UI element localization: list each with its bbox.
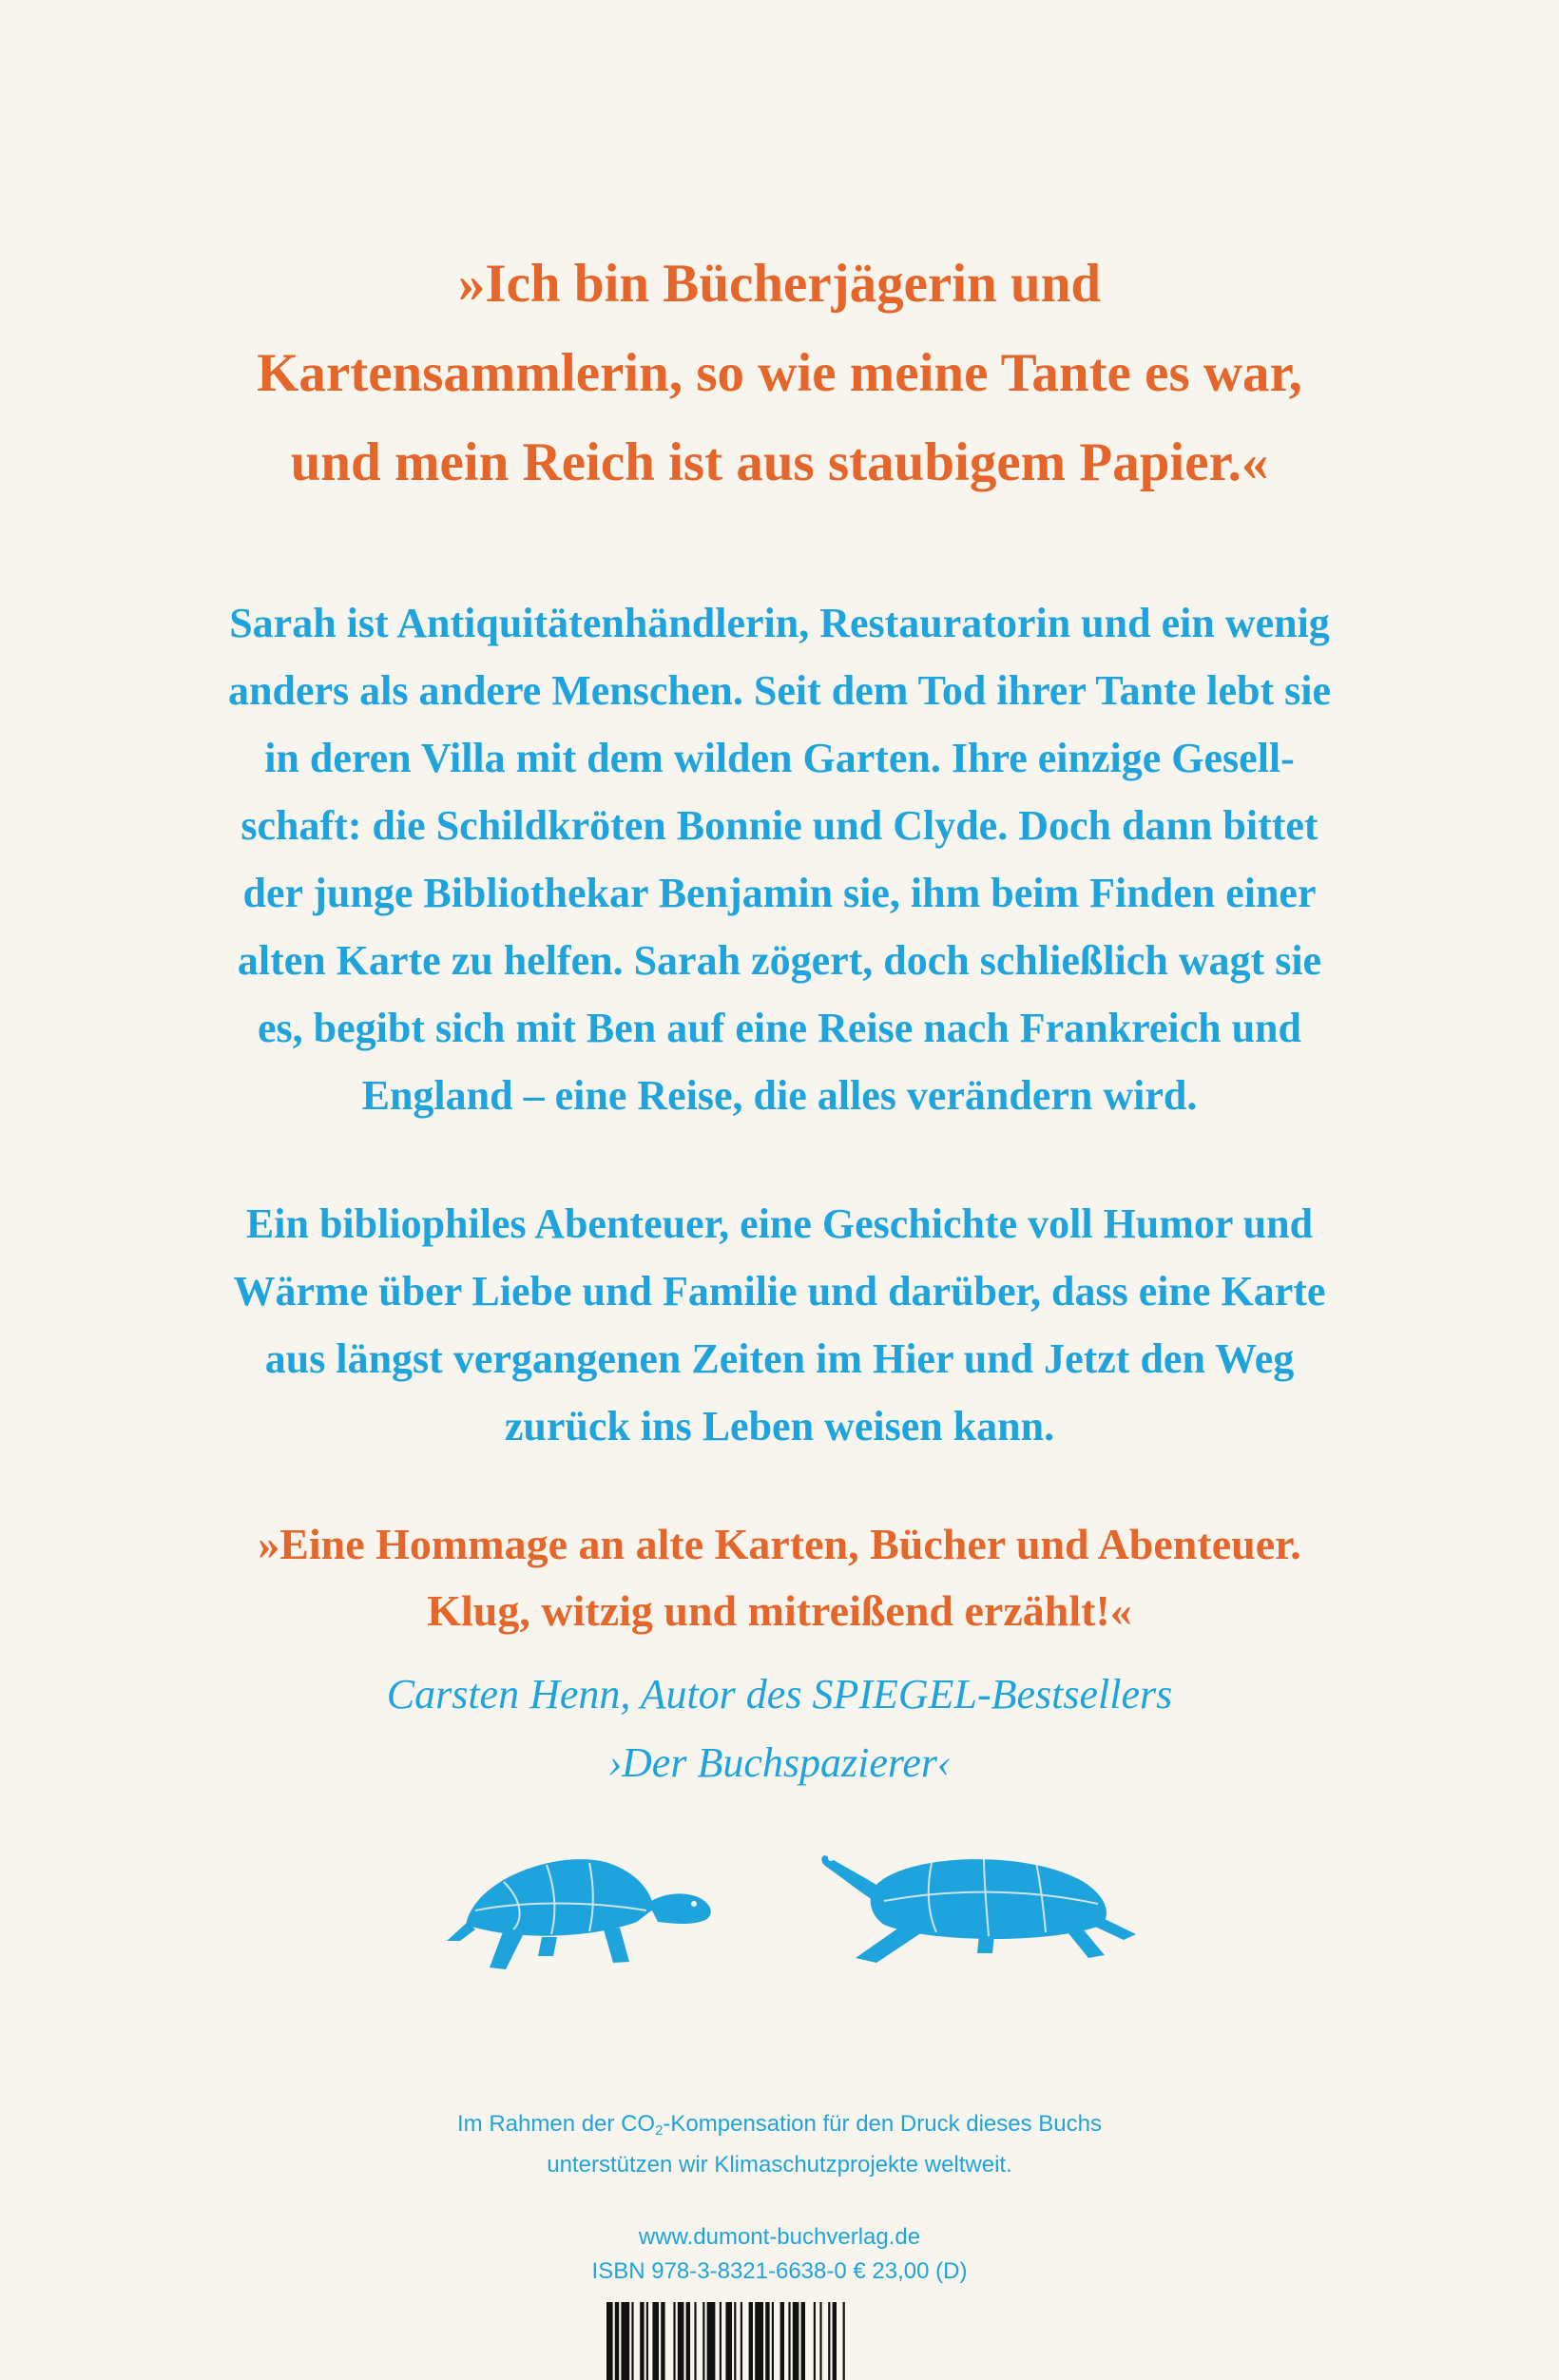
barcode-bar (646, 2302, 648, 2380)
barcode-bar (833, 2302, 837, 2380)
barcode-bar (749, 2302, 753, 2380)
blurb-line: Ein bibliophiles Abenteuer, eine Geschichte voll Humor und (245, 1200, 1314, 1247)
review-attribution (0, 1660, 1559, 1797)
review-line: »Eine Hommage an alte Karten, Bücher und Abenteuer. (258, 1520, 1301, 1568)
blurb-line: es, begibt sich mit Ben auf eine Reise nach Frankreich und (257, 1005, 1301, 1051)
review-quote (0, 1511, 1559, 1644)
attribution-line: Carsten Henn, Autor des SPIEGEL-Bestsellers (386, 1671, 1173, 1718)
barcode-bar (780, 2302, 784, 2380)
blurb-line: zurück ins Leben weisen kann. (504, 1403, 1055, 1449)
blurb-line: anders als andere Menschen. Seit dem Tod ihrer Tante lebt sie (228, 667, 1331, 714)
barcode-bar (707, 2302, 716, 2380)
barcode-bar (772, 2302, 774, 2380)
blurb-line: Wärme über Liebe und Familie und darüber, dass eine Karte (233, 1268, 1326, 1315)
barcode-bar (725, 2302, 732, 2380)
barcode-bar (814, 2302, 816, 2380)
blurb-line: der junge Bibliothekar Benjamin sie, ihm beim Finden einer (242, 870, 1317, 916)
barcode-bar (615, 2302, 619, 2380)
co2-text-b: -Kompensation für den Druck dieses Buchs (663, 2111, 1102, 2137)
co2-line-1 (0, 2107, 1559, 2148)
barcode-bar (828, 2302, 830, 2380)
co2-line-2: unterstützen wir Klimaschutzprojekte weltweit. (547, 2152, 1012, 2178)
blurb-line: aus längst vergangenen Zeiten im Hier und Jetzt den Weg (264, 1335, 1295, 1382)
lead-quote-line: und mein Reich ist aus staubigem Papier.« (290, 432, 1269, 492)
co2-notice (0, 2107, 1559, 2182)
blurb-line: in deren Villa mit dem wilden Garten. Ihre einzige Gesell- (264, 735, 1295, 781)
co2-text-a: Im Rahmen der CO (457, 2111, 656, 2137)
barcode-bar (686, 2302, 690, 2380)
barcode-bar (765, 2302, 769, 2380)
barcode-bar (793, 2302, 799, 2380)
attribution-line: ›Der Buchspazierer‹ (607, 1739, 952, 1786)
blurb-line: alten Karte zu helfen. Sarah zögert, doch schließlich wagt sie (237, 937, 1322, 984)
barcode-bar (661, 2302, 664, 2380)
barcode (606, 2302, 953, 2380)
barcode-bar (631, 2302, 633, 2380)
turtle-illustration-right (818, 1830, 1141, 1982)
barcode-bar (621, 2302, 629, 2380)
barcode-bar (652, 2302, 659, 2380)
barcode-bar (788, 2302, 790, 2380)
barcode-bar (606, 2302, 613, 2380)
lead-quote-line: »Ich bin Bücherjägerin und (457, 254, 1102, 314)
blurb-line: England – eine Reise, die alles verändern wird. (361, 1072, 1198, 1119)
publisher-url: www.dumont-buchverlag.de (638, 2224, 921, 2250)
barcode-bar (755, 2302, 763, 2380)
review-line: Klug, witzig und mitreißend erzählt!« (427, 1586, 1132, 1635)
co2-subscript: 2 (655, 2122, 664, 2139)
blurb-paragraph-2 (0, 1190, 1559, 1460)
blurb-line: Sarah ist Antiquitätenhändlerin, Restauratorin und ein wenig (229, 600, 1330, 646)
lead-quote (0, 240, 1559, 508)
barcode-bar (741, 2302, 742, 2380)
barcode-bar (734, 2302, 736, 2380)
barcode-bar (673, 2302, 675, 2380)
lead-quote-line: Kartensammlerin, so wie meine Tante es war, (257, 343, 1302, 403)
barcode-bar (720, 2302, 722, 2380)
barcode-bar (819, 2302, 821, 2380)
isbn-price: ISBN 978-3-8321-6638-0 € 23,00 (D) (591, 2258, 968, 2284)
turtle-illustration-left (447, 1834, 722, 1987)
barcode-bar (843, 2302, 845, 2380)
blurb-paragraph-1 (0, 589, 1559, 1129)
barcode-bar (703, 2302, 704, 2380)
barcode-bar (678, 2302, 684, 2380)
barcode-bar (640, 2302, 644, 2380)
barcode-bar (801, 2302, 805, 2380)
barcode-bar (694, 2302, 696, 2380)
blurb-line: schaft: die Schildkröten Bonnie und Clyde. Doch dann bittet (241, 802, 1318, 849)
